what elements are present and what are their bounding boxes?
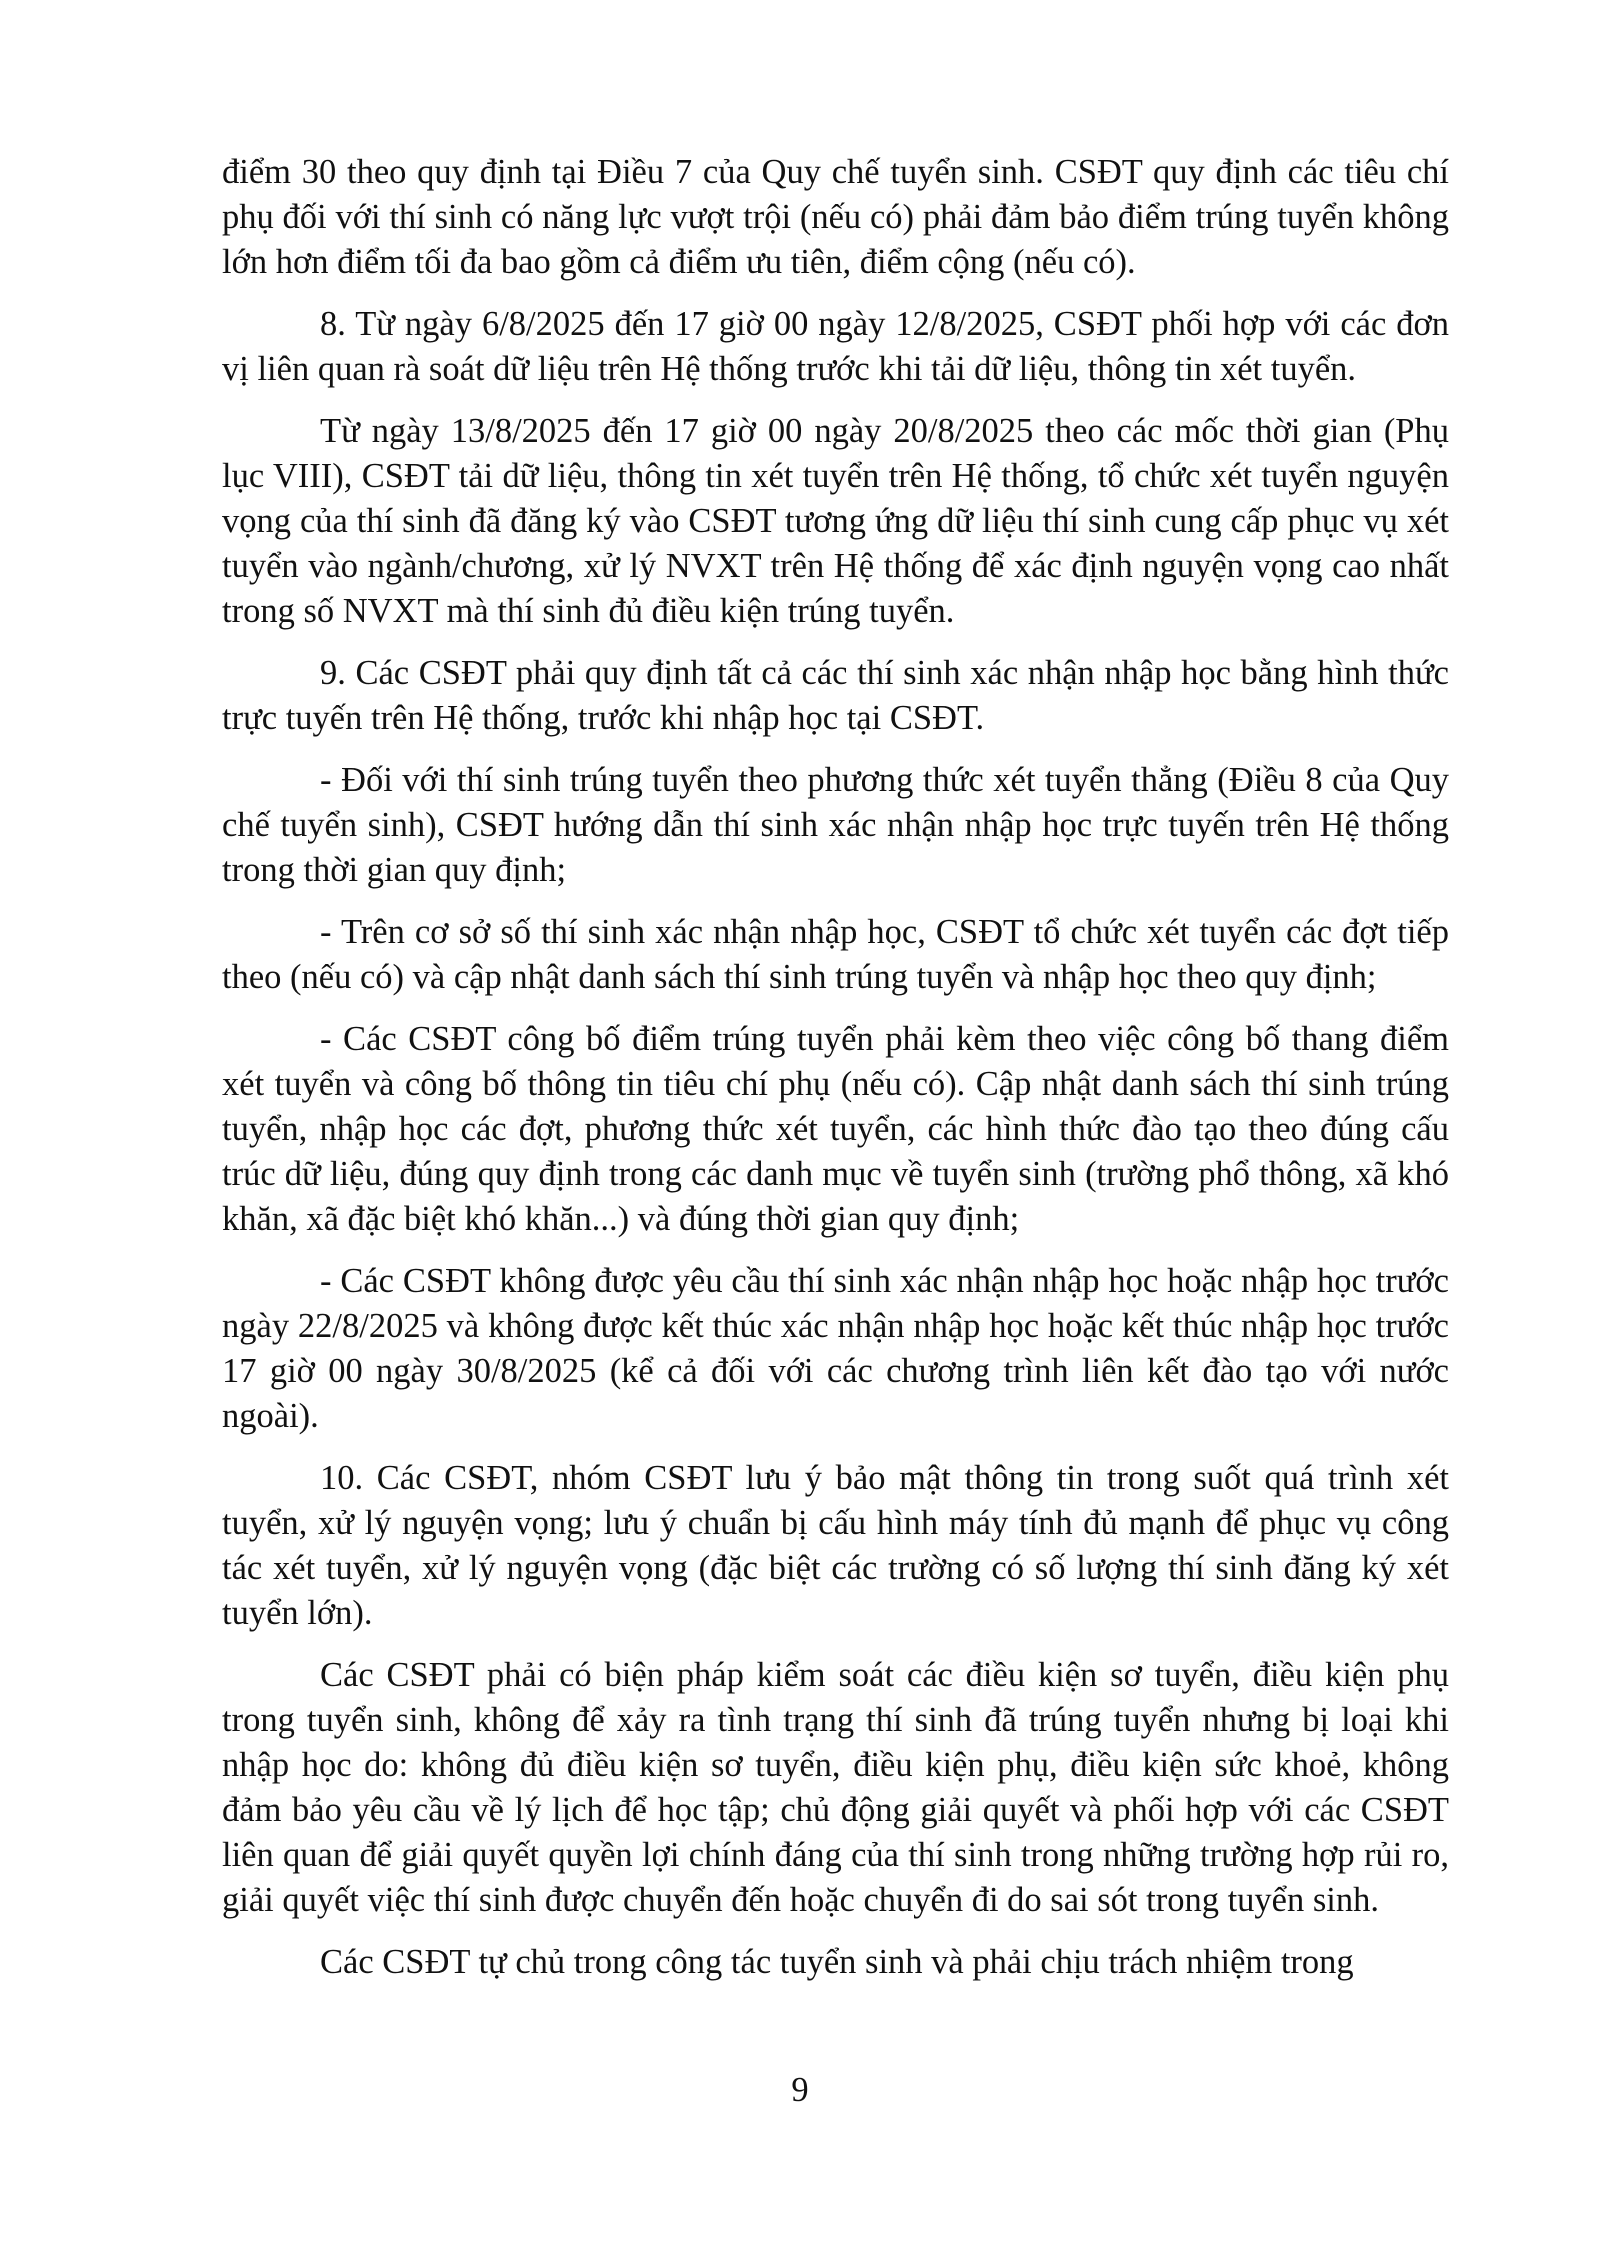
paragraph-autonomy: Các CSĐT tự chủ trong công tác tuyển sinh và phải chịu trách nhiệm trong: [320, 1943, 1354, 1981]
paragraph-continuation: điểm 30 theo quy định tại Điều 7 của Quy chế tuyển sinh. CSĐT quy định các tiêu chí phụ đối với thí sinh có năng lực vượt trội (nếu có) phải đảm bảo điểm trúng tuyển không lớn hơn điểm tối đa bao gồm cả điểm ưu tiên, điểm cộng (nếu có).: [222, 153, 1449, 281]
paragraph-item-9-bullet-1: - Đối với thí sinh trúng tuyển theo phương thức xét tuyển thẳng (Điều 8 của Quy chế tuyển sinh), CSĐT hướng dẫn thí sinh xác nhận nhập học trực tuyến trên Hệ thống trong thời gian quy định;: [222, 761, 1449, 889]
paragraph-item-8: 8. Từ ngày 6/8/2025 đến 17 giờ 00 ngày 12/8/2025, CSĐT phối hợp với các đơn vị liên quan rà soát dữ liệu trên Hệ thống trước khi tải dữ liệu, thông tin xét tuyển.: [222, 305, 1449, 388]
paragraph-item-10: 10. Các CSĐT, nhóm CSĐT lưu ý bảo mật thông tin trong suốt quá trình xét tuyển, xử lý nguyện vọng; lưu ý chuẩn bị cấu hình máy tính đủ mạnh để phục vụ công tác xét tuyển, xử lý nguyện vọng (đặc biệt các trường có số lượng thí sinh đăng ký xét tuyển lớn).: [222, 1459, 1449, 1632]
document-body: [222, 150, 1449, 2002]
paragraph-item-9-bullet-2: - Trên cơ sở số thí sinh xác nhận nhập học, CSĐT tổ chức xét tuyển các đợt tiếp theo (nếu có) và cập nhật danh sách thí sinh trúng tuyển và nhập học theo quy định;: [222, 913, 1449, 996]
paragraph-item-10-detail: Các CSĐT phải có biện pháp kiểm soát các điều kiện sơ tuyển, điều kiện phụ trong tuyển sinh, không để xảy ra tình trạng thí sinh đã trúng tuyển nhưng bị loại khi nhập học do: không đủ điều kiện sơ tuyển, điều kiện phụ, điều kiện sức khoẻ, không đảm bảo yêu cầu về lý lịch để học tập; chủ động giải quyết và phối hợp với các CSĐT liên quan để giải quyết quyền lợi chính đáng của thí sinh trong những trường hợp rủi ro, giải quyết việc thí sinh được chuyển đến hoặc chuyển đi do sai sót trong tuyển sinh.: [222, 1656, 1449, 1919]
paragraph-item-8-detail: Từ ngày 13/8/2025 đến 17 giờ 00 ngày 20/8/2025 theo các mốc thời gian (Phụ lục VIII), CSĐT tải dữ liệu, thông tin xét tuyển trên Hệ thống, tổ chức xét tuyển nguyện vọng của thí sinh đã đăng ký vào CSĐT tương ứng dữ liệu thí sinh cung cấp phục vụ xét tuyển vào ngành/chương, xử lý NVXT trên Hệ thống để xác định nguyện vọng cao nhất trong số NVXT mà thí sinh đủ điều kiện trúng tuyển.: [222, 412, 1449, 630]
paragraph-item-9: 9. Các CSĐT phải quy định tất cả các thí sinh xác nhận nhập học bằng hình thức trực tuyến trên Hệ thống, trước khi nhập học tại CSĐT.: [222, 654, 1449, 737]
paragraph-item-9-bullet-3: - Các CSĐT công bố điểm trúng tuyển phải kèm theo việc công bố thang điểm xét tuyển và công bố thông tin tiêu chí phụ (nếu có). Cập nhật danh sách thí sinh trúng tuyển, nhập học các đợt, phương thức xét tuyển, các hình thức đào tạo theo đúng cấu trúc dữ liệu, đúng quy định trong các danh mục về tuyển sinh (trường phổ thông, xã khó khăn, xã đặc biệt khó khăn...) và đúng thời gian quy định;: [222, 1020, 1449, 1238]
page-number: 9: [791, 2071, 809, 2109]
paragraph-item-9-bullet-4: - Các CSĐT không được yêu cầu thí sinh xác nhận nhập học hoặc nhập học trước ngày 22/8/2025 và không được kết thúc xác nhận nhập học hoặc kết thúc nhập học trước 17 giờ 00 ngày 30/8/2025 (kể cả đối với các chương trình liên kết đào tạo với nước ngoài).: [222, 1262, 1449, 1435]
